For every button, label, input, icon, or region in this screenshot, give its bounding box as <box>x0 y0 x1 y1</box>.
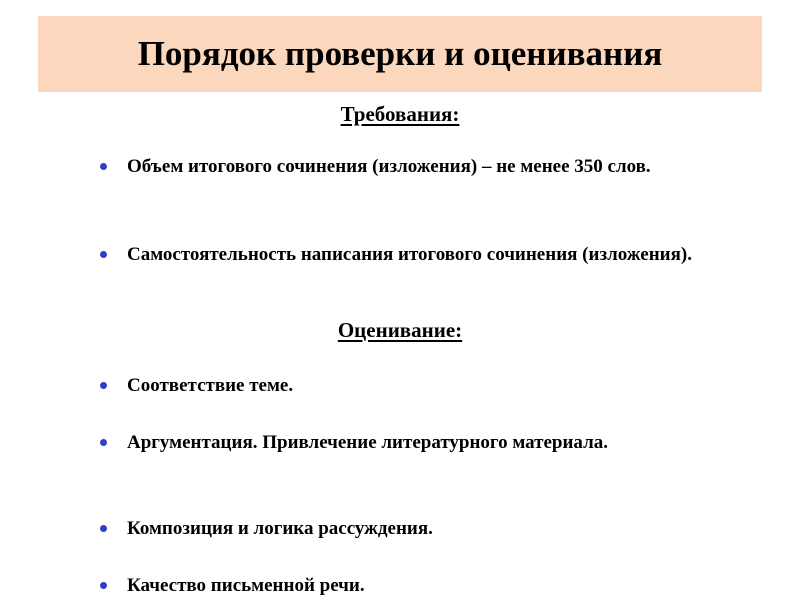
requirement-item <box>100 152 740 182</box>
bullet-icon <box>100 582 107 589</box>
evaluation-heading: Оценивание: <box>337 318 463 342</box>
evaluation-text: Соответствие теме. <box>127 375 294 396</box>
bullet-icon <box>100 163 107 170</box>
slide-title: Порядок проверки и оценивания <box>137 34 663 73</box>
bullet-icon <box>100 251 107 258</box>
requirement-text: Самостоятельность написания итогового сочинения (изложения). <box>127 244 692 265</box>
title-banner <box>38 16 762 92</box>
requirement-text: Объем итогового сочинения (изложения) – не менее 350 слов. <box>127 156 651 177</box>
evaluation-text: Композиция и логика рассуждения. <box>127 518 433 539</box>
requirements-heading: Требования: <box>340 102 460 126</box>
evaluation-text: Аргументация. Привлечение литературного материала. <box>127 432 609 453</box>
evaluation-item <box>100 428 740 458</box>
evaluation-item <box>100 571 740 600</box>
evaluation-item <box>100 371 740 401</box>
evaluation-text: Качество письменной речи. <box>127 575 365 596</box>
evaluation-item <box>100 514 740 544</box>
bullet-icon <box>100 382 107 389</box>
bullet-icon <box>100 525 107 532</box>
requirement-item <box>100 240 740 270</box>
bullet-icon <box>100 439 107 446</box>
